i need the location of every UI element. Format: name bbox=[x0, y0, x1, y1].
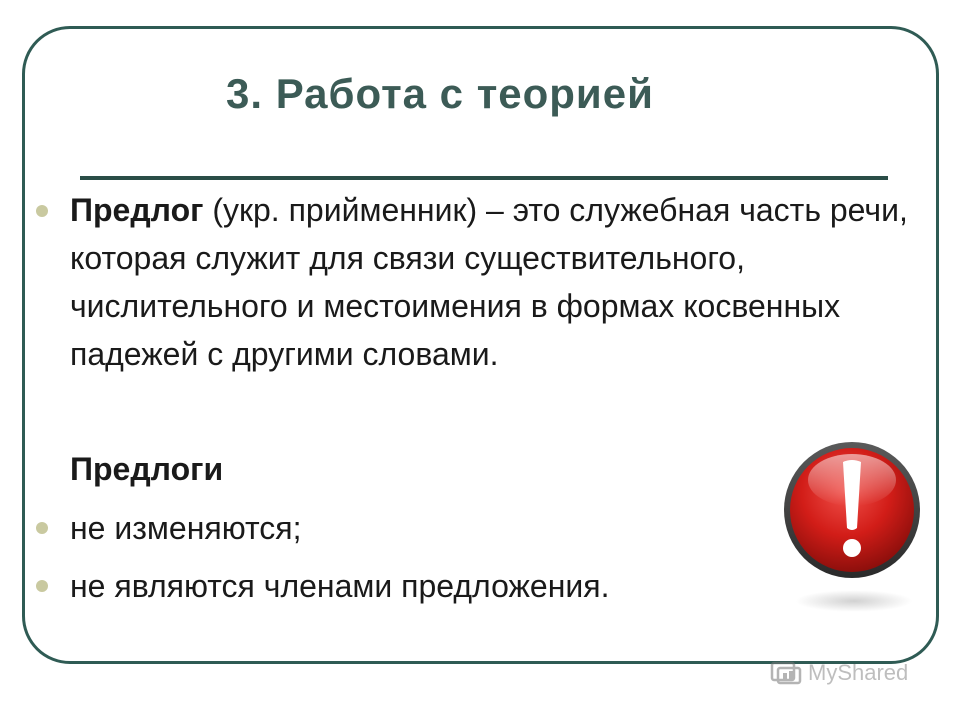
definition-paragraph bbox=[70, 186, 930, 378]
myshared-logo-icon bbox=[770, 660, 804, 686]
list-item: не являются членами предложения. bbox=[70, 568, 610, 604]
definition-term: Предлог bbox=[70, 192, 204, 228]
list-item: не изменяются; bbox=[70, 510, 302, 546]
definition-text: (укр. прийменник) – это служебная часть речи, которая служит для связи существительного, числительного и местоимения в формах косвенных падежей с другими словами. bbox=[70, 192, 908, 372]
title-divider bbox=[80, 176, 888, 180]
bullet-definition bbox=[36, 205, 48, 217]
bullet-item-2 bbox=[36, 580, 48, 592]
watermark bbox=[770, 658, 908, 688]
bullet-item-1 bbox=[36, 522, 48, 534]
slide-title: 3. Работа с теорией bbox=[226, 70, 654, 117]
watermark-text: MyShared bbox=[808, 660, 909, 685]
alert-shadow bbox=[795, 590, 913, 612]
subheading: Предлоги bbox=[70, 451, 224, 487]
exclamation-circle-icon bbox=[782, 440, 926, 584]
